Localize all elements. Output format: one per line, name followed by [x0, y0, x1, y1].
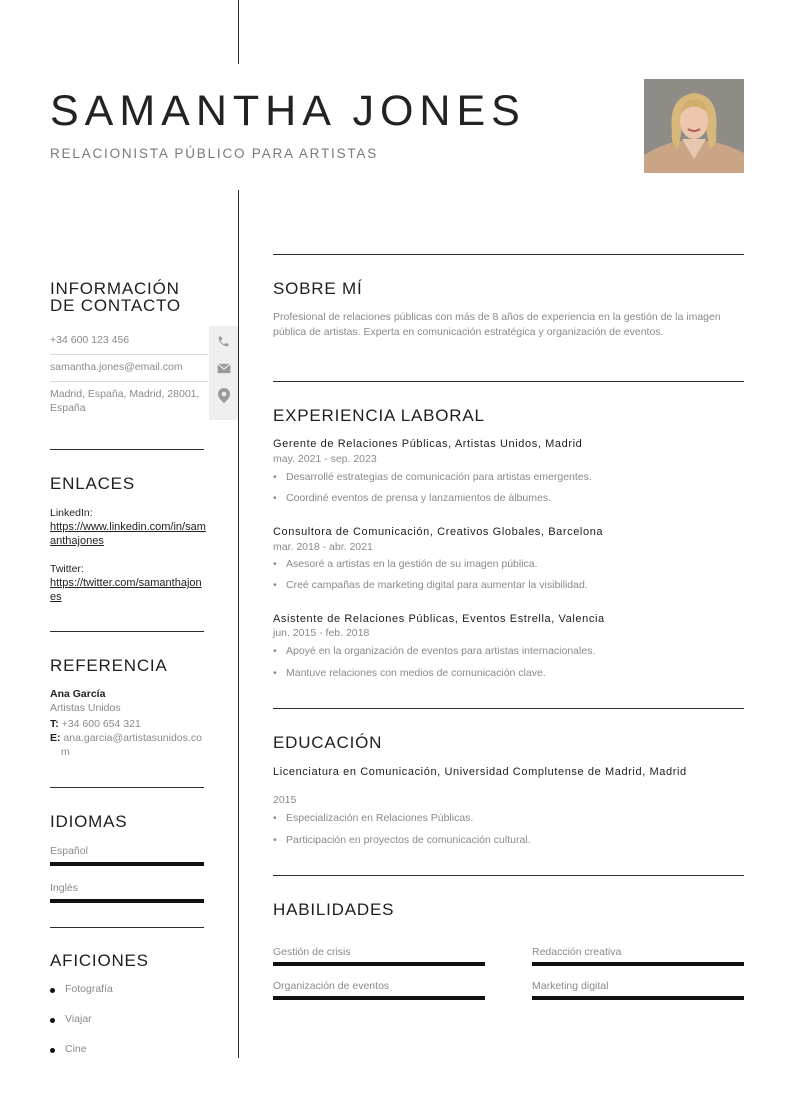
map-pin-icon [209, 381, 238, 409]
linkedin-link[interactable]: https://www.linkedin.com/in/samanthajones [50, 521, 206, 547]
hobby-label: Viajar [65, 1013, 92, 1025]
reference-phone-key: T: [50, 718, 59, 730]
skill-level-bar [273, 996, 485, 1000]
reference-section [50, 657, 204, 759]
resume-header [50, 88, 630, 161]
language-name: Español [50, 845, 88, 857]
skill-item [532, 946, 744, 966]
reference-phone[interactable]: +34 600 654 321 [61, 718, 141, 730]
experience-title: EXPERIENCIA LABORAL [273, 406, 485, 425]
links-section [50, 475, 204, 604]
contact-title: INFORMACIÓN DE CONTACTO [50, 279, 181, 315]
twitter-label: Twitter: [50, 563, 84, 575]
vertical-divider-top [238, 0, 239, 64]
section-divider [50, 927, 204, 928]
profile-photo [644, 79, 744, 173]
reference-email[interactable]: ana.garcia@artistasunidos.com [61, 732, 202, 758]
skill-item [273, 946, 485, 966]
skill-name: Marketing digital [532, 980, 609, 992]
language-item [50, 845, 204, 866]
candidate-title: RELACIONISTA PÚBLICO PARA ARTISTAS [50, 146, 379, 161]
section-divider [50, 787, 204, 788]
degree-year: 2015 [273, 794, 297, 806]
skill-name: Gestión de crisis [273, 946, 351, 958]
section-divider [273, 708, 744, 709]
contact-phone[interactable]: +34 600 123 456 [50, 334, 130, 346]
reference-name: Ana García [50, 688, 106, 700]
skill-level-bar [273, 962, 485, 966]
contact-separator [50, 354, 208, 355]
languages-title: IDIOMAS [50, 812, 128, 831]
bullet-dot [50, 1018, 55, 1023]
reference-email-row [50, 731, 204, 759]
education-title: EDUCACIÓN [273, 733, 383, 752]
language-name: Inglés [50, 882, 79, 894]
skill-item [532, 980, 744, 1000]
phone-icon [209, 327, 238, 355]
section-divider [50, 631, 204, 632]
hobbies-section [50, 952, 204, 969]
about-title: SOBRE MÍ [273, 279, 363, 298]
linkedin-label: LinkedIn: [50, 507, 93, 519]
reference-phone-row [50, 717, 204, 731]
job-date: mar. 2018 - abr. 2021 [273, 541, 373, 553]
about-text: Profesional de relaciones públicas con más de 8 años de experiencia en la gestión de la imagen pública de artistas. Experta en comunicación estratégica y organización de eventos. [273, 311, 721, 338]
job-title: Asistente de Relaciones Públicas, Eventos Estrella, Valencia [273, 613, 605, 625]
skill-level-bar [532, 962, 744, 966]
bullet-dot [50, 1048, 55, 1053]
skill-item [273, 980, 485, 1000]
language-item [50, 882, 204, 903]
section-divider [273, 381, 744, 382]
hobby-label: Fotografía [65, 983, 113, 995]
hobby-label: Cine [65, 1043, 87, 1055]
contact-address: Madrid, España, Madrid, 28001, España [50, 388, 200, 414]
language-level-bar [50, 862, 204, 866]
reference-title: REFERENCIA [50, 656, 168, 675]
job-title: Consultora de Comunicación, Creativos Globales, Barcelona [273, 526, 604, 538]
skill-name: Redacción creativa [532, 946, 622, 958]
hobbies-title: AFICIONES [50, 951, 149, 970]
contact-separator [50, 381, 208, 382]
links-title: ENLACES [50, 474, 135, 493]
job-date: may. 2021 - sep. 2023 [273, 453, 377, 465]
contact-email[interactable]: samantha.jones@email.com [50, 361, 183, 373]
bullet-dot [50, 988, 55, 993]
languages-section [50, 813, 204, 903]
skill-name: Organización de eventos [273, 980, 390, 992]
job-title: Gerente de Relaciones Públicas, Artistas Unidos, Madrid [273, 438, 583, 450]
skills-title: HABILIDADES [273, 900, 395, 919]
candidate-name: SAMANTHA JONES [50, 87, 526, 135]
contact-section [50, 280, 204, 314]
reference-email-key: E: [50, 732, 61, 744]
language-level-bar [50, 899, 204, 903]
degree-title: Licenciatura en Comunicación, Universidad Complutense de Madrid, Madrid [273, 766, 687, 778]
link-item [50, 506, 204, 548]
skill-level-bar [532, 996, 744, 1000]
section-divider [273, 875, 744, 876]
reference-company: Artistas Unidos [50, 702, 121, 714]
twitter-link[interactable]: https://twitter.com/samanthajones [50, 577, 202, 603]
section-divider [50, 449, 204, 450]
envelope-icon [209, 354, 238, 382]
section-divider [273, 254, 744, 255]
vertical-divider-main [238, 190, 239, 1058]
job-date: jun. 2015 - feb. 2018 [273, 627, 370, 639]
link-item [50, 562, 204, 604]
contact-icon-bar [209, 326, 238, 420]
